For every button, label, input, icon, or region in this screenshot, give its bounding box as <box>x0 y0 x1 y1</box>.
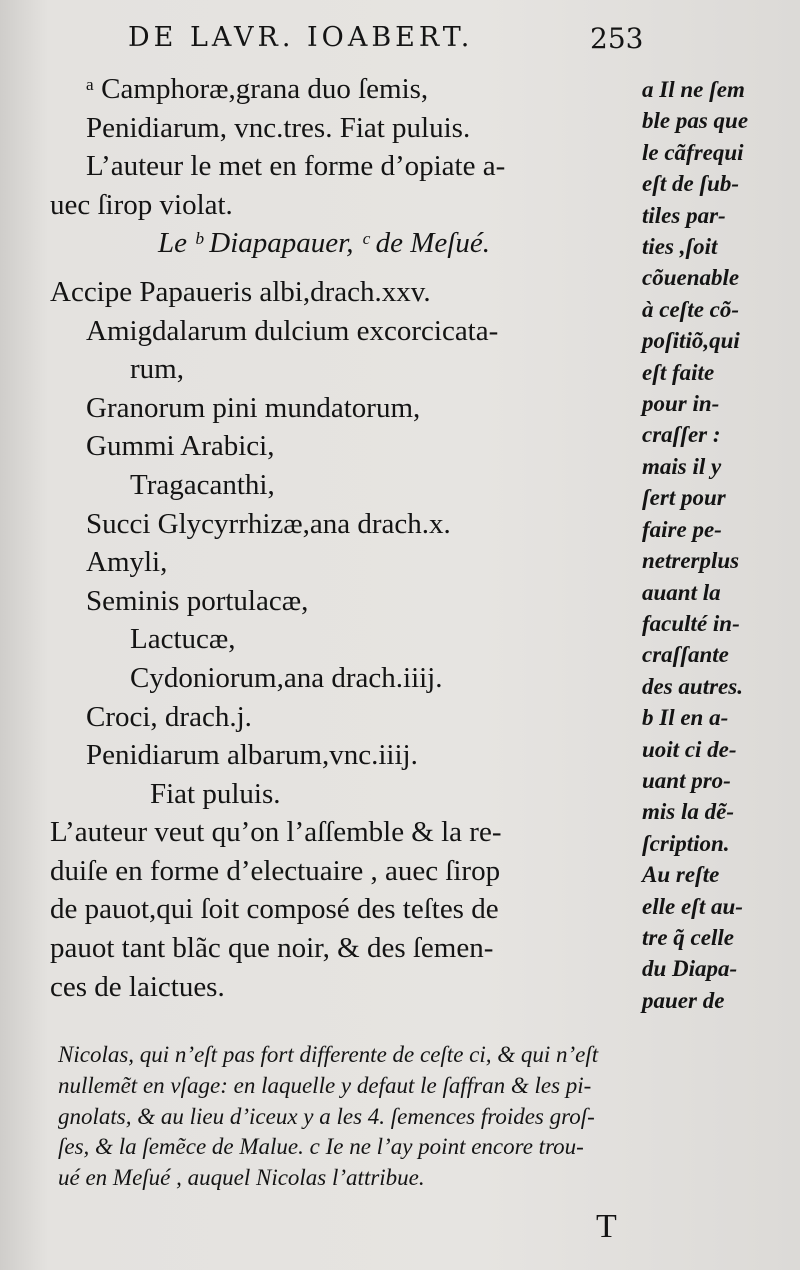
footnote-line: nullemẽt en vſage: en laquelle y defaut le ſaffran & les pi- <box>58 1072 592 1098</box>
text-line: rum, <box>130 353 184 386</box>
text-line: de pauot,qui ſoit composé des teſtes de <box>50 893 499 926</box>
margin-note-line: ſert pour <box>642 485 726 511</box>
margin-note-line: faculté in- <box>642 610 740 636</box>
running-title: DE LAVR. IOABERT. <box>128 22 474 53</box>
footnote-line: ué en Meſué , auquel Nicolas l’attribue. <box>58 1165 425 1191</box>
margin-note-line: a Il ne ſem <box>642 77 745 102</box>
text-line: Cydoniorum,ana drach.iiij. <box>130 661 443 694</box>
margin-note-line: poſitiõ,qui <box>642 328 740 354</box>
text-line: ces de laictues. <box>50 970 225 1003</box>
margin-note-line: ble pas que <box>642 108 749 134</box>
margin-note-line: mis la dẽ- <box>642 799 734 825</box>
margin-note-line: ties ,ſoit <box>642 234 718 260</box>
margin-note-line: uant pro- <box>642 767 731 793</box>
text-line: Accipe Papaueris albi,drach.xxv. <box>50 275 431 308</box>
margin-note-line: netrerplus <box>642 548 740 574</box>
text-line: ᵃ Camphoræ,grana duo ſemis, <box>86 73 429 105</box>
margin-note-line: le cãfrequi <box>642 139 744 165</box>
footnote-line: ſes, & la ſemẽce de Malue. c Ie ne l’ay point encore trou- <box>58 1134 584 1160</box>
line-gap <box>50 263 640 273</box>
margin-note-line: pauer de <box>642 987 725 1013</box>
margin-note-line: b Il en a- <box>642 705 729 731</box>
margin-note-line: mais il y <box>642 453 722 479</box>
recipe-heading: Le ᵇ Diapapauer, ᶜ de Meſué. <box>158 227 490 260</box>
margin-note-line: tre q̃ celle <box>642 924 734 950</box>
text-line: Amigdalarum dulcium excorcicata- <box>86 314 499 347</box>
margin-note-line: des autres. <box>642 673 743 699</box>
footnote-line: Nicolas, qui n’eſt pas fort differente de ceſte ci, & qui n’eſt <box>58 1042 599 1067</box>
margin-note-line: craſſante <box>642 642 729 668</box>
margin-note-line: eſt faite <box>642 359 715 385</box>
margin-note-line: du Diapa- <box>642 956 738 982</box>
text-line: Seminis portulacæ, <box>86 584 309 617</box>
text-line: Fiat puluis. <box>150 777 281 810</box>
text-line: Penidiarum, vnc.tres. Fiat puluis. <box>86 111 471 144</box>
signature-mark: T <box>596 1208 617 1245</box>
main-text-column <box>50 70 640 1006</box>
margin-note-line: ſcription. <box>642 830 730 856</box>
margin-note-line: tiles par- <box>642 202 726 228</box>
margin-note-line: pour in- <box>642 391 720 417</box>
text-line: Gummi Arabici, <box>86 430 275 463</box>
text-line: Granorum pini mundatorum, <box>86 391 421 424</box>
footnote-line: gnolats, & au lieu d’iceux y a les 4. ſemences froides groſ- <box>58 1103 595 1129</box>
margin-note-line: cõuenable <box>642 265 740 291</box>
margin-note-line: craſſer : <box>642 422 721 448</box>
text-line: L’auteur le met en forme d’opiate a- <box>86 150 506 183</box>
text-line: Lactucæ, <box>130 623 236 656</box>
text-line: Amyli, <box>86 546 168 579</box>
text-line: pauot tant blãc que noir, & des ſemen- <box>50 932 494 965</box>
margin-note-line: faire pe- <box>642 516 722 542</box>
footnote-block <box>58 1040 788 1194</box>
text-line: Penidiarum albarum,vnc.iiij. <box>86 739 418 772</box>
text-line: Tragacanthi, <box>130 468 275 501</box>
margin-note-line: auant la <box>642 579 721 605</box>
margin-note-line: à ceſte cõ- <box>642 296 740 322</box>
page-number: 253 <box>590 22 644 55</box>
text-line: duiſe en forme d’electuaire , auec ſirop <box>50 854 501 887</box>
margin-note-line: elle eſt au- <box>642 893 743 919</box>
text-line: Croci, drach.j. <box>86 700 252 733</box>
marginal-notes <box>642 74 792 1016</box>
margin-note-line: Au reſte <box>642 862 720 888</box>
text-line: uec ſirop violat. <box>50 188 233 221</box>
text-line: Succi Glycyrrhizæ,ana drach.x. <box>86 507 451 540</box>
text-line: L’auteur veut qu’on l’aſſemble & la re- <box>50 816 502 849</box>
margin-note-line: uoit ci de- <box>642 736 737 762</box>
margin-note-line: eſt de ſub- <box>642 171 740 197</box>
